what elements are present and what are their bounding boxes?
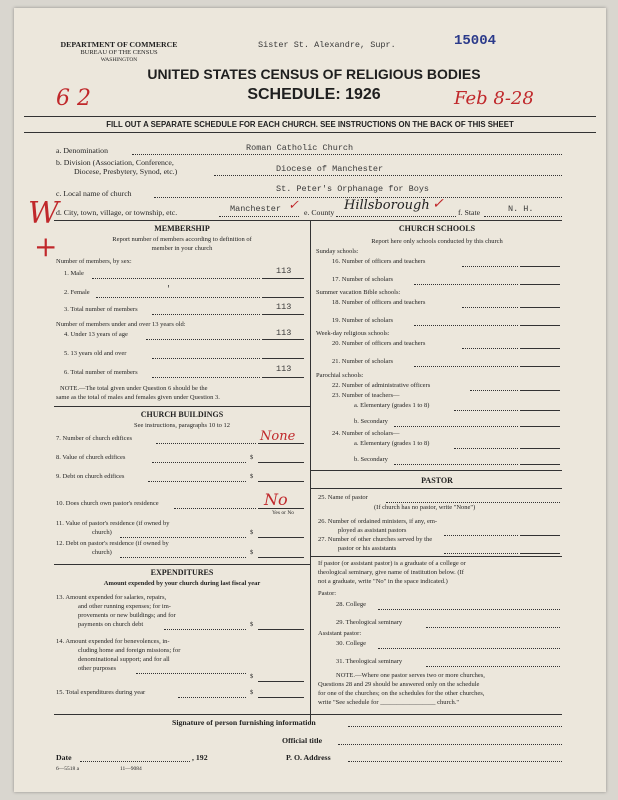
q16-label: 16. Number of officers and teachers bbox=[332, 258, 426, 265]
age-label: Number of members under and over 13 years old: bbox=[56, 321, 186, 328]
parochial-label: Parochial schools: bbox=[316, 372, 364, 379]
q14-line-1: 14. Amount expended for benevolences, in- bbox=[56, 638, 170, 645]
q6-label: 6. Total number of members bbox=[64, 369, 138, 376]
po-address-label: P. O. Address bbox=[286, 753, 331, 762]
form-title: UNITED STATES CENSUS OF RELIGIOUS BODIES bbox=[147, 66, 481, 82]
q26-line-1: 26. Number of ordained ministers, if any, em- bbox=[318, 518, 438, 525]
yes-no-hint: Yes or No bbox=[272, 510, 295, 516]
q12-label-2: church) bbox=[92, 549, 112, 556]
pastor-note-3: for one of the churches; on the schedules for the other churches, bbox=[318, 690, 485, 697]
pastor-note-2: Questions 28 and 29 should be answered only on the schedule bbox=[318, 681, 480, 688]
q27-line-2: pastor or his assistants bbox=[338, 545, 397, 552]
q14-line-3: denominational support; and for all bbox=[78, 656, 170, 663]
grad-line-2: theological seminary, give name of institution below. (If bbox=[318, 569, 464, 576]
q22-label: 22. Number of administrative officers bbox=[332, 382, 431, 389]
q13-line-1: 13. Amount expended for salaries, repairs, bbox=[56, 594, 167, 601]
margin-cross-mark: + bbox=[34, 230, 58, 263]
q15-dollar: $ bbox=[250, 689, 254, 696]
official-title-label: Official title bbox=[282, 736, 323, 745]
schedule-title: SCHEDULE: 1926 bbox=[247, 86, 381, 103]
sex-label: Number of members, by sex: bbox=[56, 258, 132, 265]
q10-value: No bbox=[264, 490, 288, 509]
assistant-sublabel: Assistant pastor: bbox=[318, 630, 362, 637]
q3-label: 3. Total number of members bbox=[64, 306, 138, 313]
q23b-label: b. Secondary bbox=[354, 418, 388, 425]
form-number: 6—5518 a bbox=[56, 766, 80, 772]
q5-label: 5. 13 years old and over bbox=[64, 350, 127, 357]
local-name-value: St. Peter's Orphanage for Boys bbox=[276, 184, 430, 194]
q31-label: 31. Theological seminary bbox=[336, 658, 403, 665]
q13-line-4: payments on church debt bbox=[78, 621, 144, 628]
q4-value: 113 bbox=[276, 328, 292, 338]
year-label: , 192 bbox=[192, 753, 208, 762]
membership-intro-1: Report number of members according to definition of bbox=[112, 236, 252, 243]
q29-label: 29. Theological seminary bbox=[336, 619, 403, 626]
q13-line-3: provements or new buildings; and for bbox=[78, 612, 176, 619]
division-value: Diocese of Manchester bbox=[276, 164, 384, 174]
q13-dollar: $ bbox=[250, 621, 254, 628]
q1-label: 1. Male bbox=[64, 270, 84, 277]
q4-label: 4. Under 13 years of age bbox=[64, 331, 128, 338]
q12-dollar: $ bbox=[250, 549, 254, 556]
q21-label: 21. Number of scholars bbox=[332, 358, 394, 365]
q9-label: 9. Debt on church edifices bbox=[56, 473, 125, 480]
q24b-label: b. Secondary bbox=[354, 456, 388, 463]
signature-label: Signature of person furnishing information bbox=[172, 718, 316, 727]
q26-line-2: ployed as assistant pastors bbox=[338, 527, 407, 534]
pastor-sublabel: Pastor: bbox=[318, 590, 337, 597]
state-value: N. H. bbox=[508, 204, 534, 214]
q28-label: 28. College bbox=[336, 601, 366, 608]
state-label: f. State bbox=[458, 208, 481, 217]
q6-value: 113 bbox=[276, 364, 292, 374]
q23-label: 23. Number of teachers— bbox=[332, 392, 400, 399]
q11-label-2: church) bbox=[92, 529, 112, 536]
summer-label: Summer vacation Bible schools: bbox=[316, 289, 401, 296]
pastor-heading: PASTOR bbox=[421, 476, 453, 485]
q17-label: 17. Number of scholars bbox=[332, 276, 394, 283]
q11-dollar: $ bbox=[250, 529, 254, 536]
q8-label: 8. Value of church edifices bbox=[56, 454, 126, 461]
q15-label: 15. Total expenditures during year bbox=[56, 689, 146, 696]
buildings-sub: See instructions, paragraphs 10 to 12 bbox=[133, 422, 231, 429]
q20-label: 20. Number of officers and teachers bbox=[332, 340, 426, 347]
schools-intro: Report here only schools conducted by this church bbox=[371, 238, 503, 245]
pastor-note-4: write "See schedule for _________________ church." bbox=[318, 699, 460, 706]
q14-line-2: cluding home and foreign missions; for bbox=[78, 647, 181, 654]
q14-line-4: other purposes bbox=[78, 665, 117, 672]
denomination-value: Roman Catholic Church bbox=[246, 143, 354, 153]
county-value: Hillsborough bbox=[344, 198, 430, 213]
q8-dollar: $ bbox=[250, 454, 254, 461]
membership-note-1: NOTE.—The total given under Question 6 should be the bbox=[60, 385, 208, 392]
expenditures-sub: Amount expended by your church during last fiscal year bbox=[103, 580, 261, 587]
q14-dollar: $ bbox=[250, 673, 254, 680]
county-label: e. County bbox=[304, 208, 335, 217]
q18-label: 18. Number of officers and teachers bbox=[332, 299, 426, 306]
weekday-label: Week-day religious schools: bbox=[316, 330, 390, 337]
local-name-label: c. Local name of church bbox=[56, 189, 132, 198]
q30-label: 30. College bbox=[336, 640, 366, 647]
grad-line-3: not a graduate, write "No" in the space indicated.) bbox=[318, 578, 448, 585]
denomination-label: a. Denomination bbox=[56, 146, 108, 155]
q19-label: 19. Number of scholars bbox=[332, 317, 394, 324]
q7-label: 7. Number of church edifices bbox=[56, 435, 132, 442]
q1-value: 113 bbox=[276, 266, 292, 276]
q13-line-2: and other running expenses; for im- bbox=[78, 603, 171, 610]
q27-line-1: 27. Number of other churches served by the bbox=[318, 536, 433, 543]
instruction-line: FILL OUT A SEPARATE SCHEDULE FOR EACH CHURCH. SEE INSTRUCTIONS ON THE BACK OF THIS SHEET bbox=[106, 120, 514, 129]
q11-label: 11. Value of pastor's residence (if owned by bbox=[56, 520, 170, 527]
q3-value: 113 bbox=[276, 302, 292, 312]
q10-label: 10. Does church own pastor's residence bbox=[56, 500, 159, 507]
check-mark-1: ✓ bbox=[288, 198, 299, 213]
expenditures-heading: EXPENDITURES bbox=[150, 568, 214, 577]
q23a-label: a. Elementary (grades 1 to 8) bbox=[354, 402, 430, 409]
q2-label: 2. Female bbox=[64, 289, 90, 296]
q7-value: None bbox=[260, 429, 296, 444]
stamp-number: 15004 bbox=[454, 33, 497, 49]
dept-label: DEPARTMENT OF COMMERCE bbox=[60, 40, 178, 49]
q24a-label: a. Elementary (grades 1 to 8) bbox=[354, 440, 430, 447]
signer-typed: Sister St. Alexandre, Supr. bbox=[258, 40, 396, 50]
q12-label: 12. Debt on pastor's residence (if owned by bbox=[56, 540, 169, 547]
q2-value: ' bbox=[166, 284, 172, 294]
margin-w-mark: W bbox=[28, 196, 59, 231]
handwritten-number: 6 2 bbox=[56, 86, 91, 111]
pastor-note-1: NOTE.—Where one pastor serves two or more churches, bbox=[336, 672, 485, 679]
city-label: WASHINGTON bbox=[100, 57, 138, 63]
division-label: b. Division (Association, Conference, bbox=[56, 158, 174, 167]
grad-line-1: If pastor (or assistant pastor) is a graduate of a college or bbox=[318, 560, 466, 567]
check-mark-2: ✓ bbox=[432, 196, 444, 212]
print-number: 11—9084 bbox=[120, 766, 142, 772]
division-label-2: Diocese, Presbytery, Synod, etc.) bbox=[74, 167, 178, 176]
membership-note-2: same as the total of males and females given under Question 3. bbox=[56, 394, 220, 401]
city-field-label: d. City, town, village, or township, etc. bbox=[56, 208, 178, 217]
membership-heading: MEMBERSHIP bbox=[154, 224, 210, 233]
date-label: Date bbox=[56, 753, 72, 762]
membership-intro-2: member in your church bbox=[151, 245, 213, 252]
sunday-label: Sunday schools: bbox=[316, 248, 359, 255]
city-field-value: Manchester bbox=[230, 204, 282, 214]
q25-sub: (If church has no pastor, write "None") bbox=[374, 504, 476, 511]
q9-dollar: $ bbox=[250, 473, 254, 480]
q24-label: 24. Number of scholars— bbox=[332, 430, 400, 437]
schools-heading: CHURCH SCHOOLS bbox=[398, 224, 476, 233]
buildings-heading: CHURCH BUILDINGS bbox=[140, 410, 224, 419]
bureau-label: BUREAU OF THE CENSUS bbox=[80, 49, 158, 56]
q25-label: 25. Name of pastor bbox=[318, 494, 368, 501]
census-form-sheet bbox=[14, 8, 606, 792]
handwritten-date: Feb 8-28 bbox=[454, 88, 534, 109]
